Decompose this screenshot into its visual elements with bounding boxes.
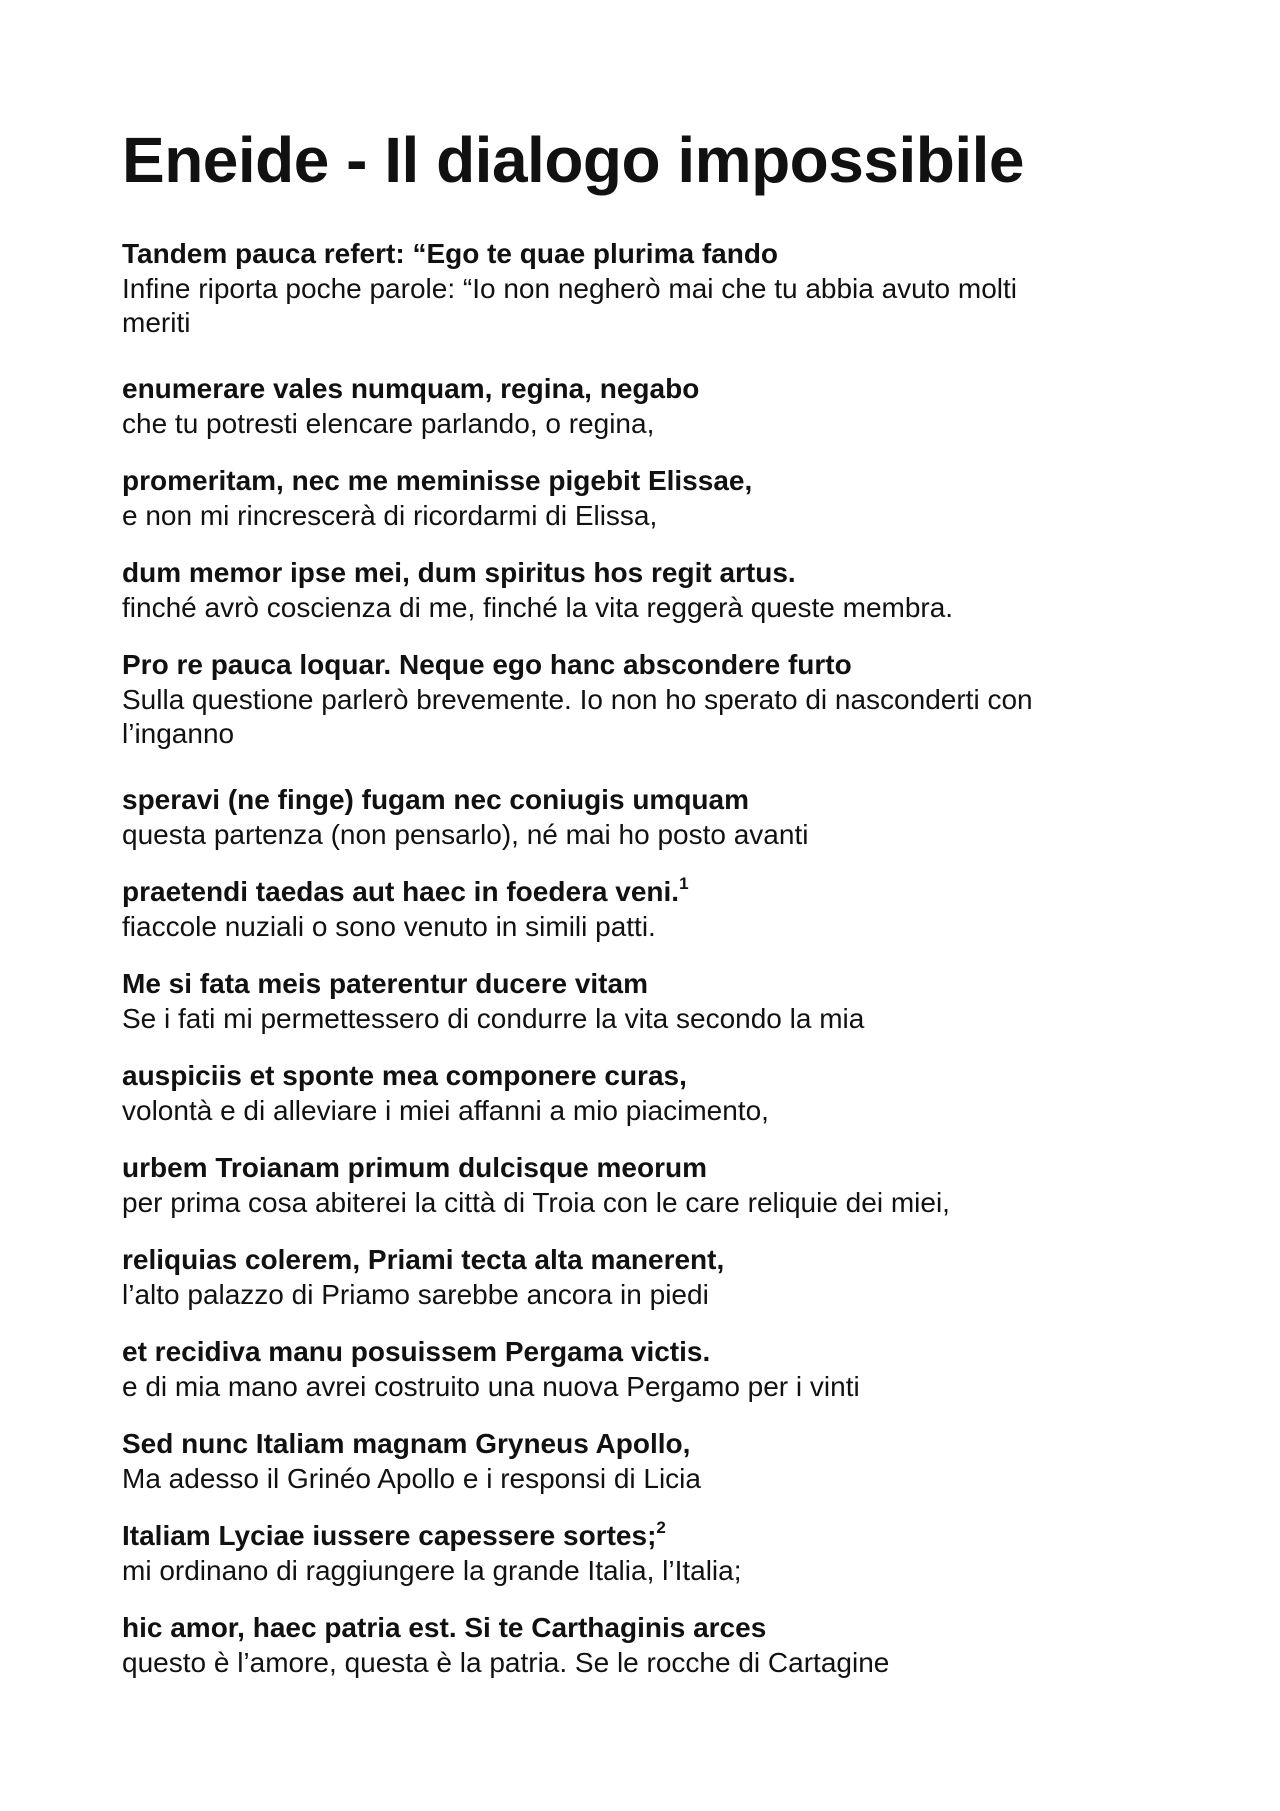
latin-text: Pro re pauca loquar. Neque ego hanc abscondere furto [122,649,852,680]
italian-translation: Ma adesso il Grinéo Apollo e i responsi di Licia [122,1463,701,1494]
latin-verse [122,463,1172,498]
latin-text: Sed nunc Italiam magnam Gryneus Apollo, [122,1428,691,1459]
verse-block [122,966,1172,1036]
italian-translation: fiaccole nuziali o sono venuto in simili patti. [122,911,656,942]
italian-translation: per prima cosa abiterei la città di Troia con le care reliquie dei miei, [122,1187,950,1218]
latin-text: dum memor ipse mei, dum spiritus hos regit artus. [122,557,796,588]
latin-verse [122,236,1172,271]
italian-translation-continuation: meriti [122,307,191,338]
italian-translation: Se i fati mi permettessero di condurre la vita secondo la mia [122,1003,865,1034]
verse-block [122,1334,1172,1404]
verse-block [122,1518,1172,1588]
latin-text: Me si fata meis paterentur ducere vitam [122,968,648,999]
latin-verse [122,782,1172,817]
italian-translation: questa partenza (non pensarlo), né mai ho posto avanti [122,819,809,850]
italian-translation-continuation: l’inganno [122,718,235,749]
latin-text: praetendi taedas aut haec in foedera veni. [122,876,680,907]
verse-block [122,1242,1172,1312]
latin-text: Tandem pauca refert: “Ego te quae plurima fando [122,238,779,269]
verse-block [122,1150,1172,1220]
italian-translation: e di mia mano avrei costruito una nuova Pergamo per i vinti [122,1371,860,1402]
latin-verse [122,647,1172,682]
latin-text: promeritam, nec me meminisse pigebit Elissae, [122,465,753,496]
italian-translation: mi ordinano di raggiungere la grande Italia, l’Italia; [122,1555,742,1586]
document-page [122,124,1172,1702]
verse-block [122,463,1172,533]
latin-verse [122,555,1172,590]
latin-verse [122,1242,1172,1277]
italian-translation: l’alto palazzo di Priamo sarebbe ancora in piedi [122,1279,709,1310]
italian-translation: e non mi rincrescerà di ricordarmi di Elissa, [122,500,658,531]
italian-translation: finché avrò coscienza di me, finché la vita reggerà queste membra. [122,592,954,623]
latin-text: reliquias colerem, Priami tecta alta manerent, [122,1244,725,1275]
italian-translation: che tu potresti elencare parlando, o regina, [122,408,655,439]
latin-text: enumerare vales numquam, regina, negabo [122,373,700,404]
italian-translation: questo è l’amore, questa è la patria. Se le rocche di Cartagine [122,1647,890,1678]
page-title: Eneide - Il dialogo impossibile [122,124,1024,196]
verse-block [122,1058,1172,1128]
latin-verse [122,1518,1172,1553]
latin-verse [122,966,1172,1001]
verse-block [122,1610,1172,1680]
verse-block [122,371,1172,441]
latin-text: Italiam Lyciae iussere capessere sortes; [122,1520,657,1551]
italian-translation: Infine riporta poche parole: “Io non negherò mai che tu abbia avuto molti [122,273,1018,304]
italian-translation: Sulla questione parlerò brevemente. Io non ho sperato di nasconderti con [122,684,1033,715]
latin-verse [122,1334,1172,1369]
latin-verse [122,1610,1172,1645]
latin-text: speravi (ne finge) fugam nec coniugis umquam [122,784,749,815]
italian-translation: volontà e di alleviare i miei affanni a mio piacimento, [122,1095,769,1126]
latin-verse [122,371,1172,406]
footnote-marker[interactable]: 1 [679,873,689,893]
latin-text: et recidiva manu posuissem Pergama victis. [122,1336,711,1367]
latin-verse [122,1058,1172,1093]
verse-block [122,555,1172,625]
verse-block [122,1426,1172,1496]
verse-block [122,874,1172,944]
latin-text: urbem Troianam primum dulcisque meorum [122,1152,708,1183]
verse-block [122,647,1172,760]
verse-block [122,782,1172,852]
footnote-marker[interactable]: 2 [656,1517,666,1537]
verse-block [122,236,1172,349]
latin-verse [122,1426,1172,1461]
latin-text: auspiciis et sponte mea componere curas, [122,1060,687,1091]
latin-verse [122,1150,1172,1185]
latin-text: hic amor, haec patria est. Si te Carthaginis arces [122,1612,767,1643]
latin-verse [122,874,1172,909]
